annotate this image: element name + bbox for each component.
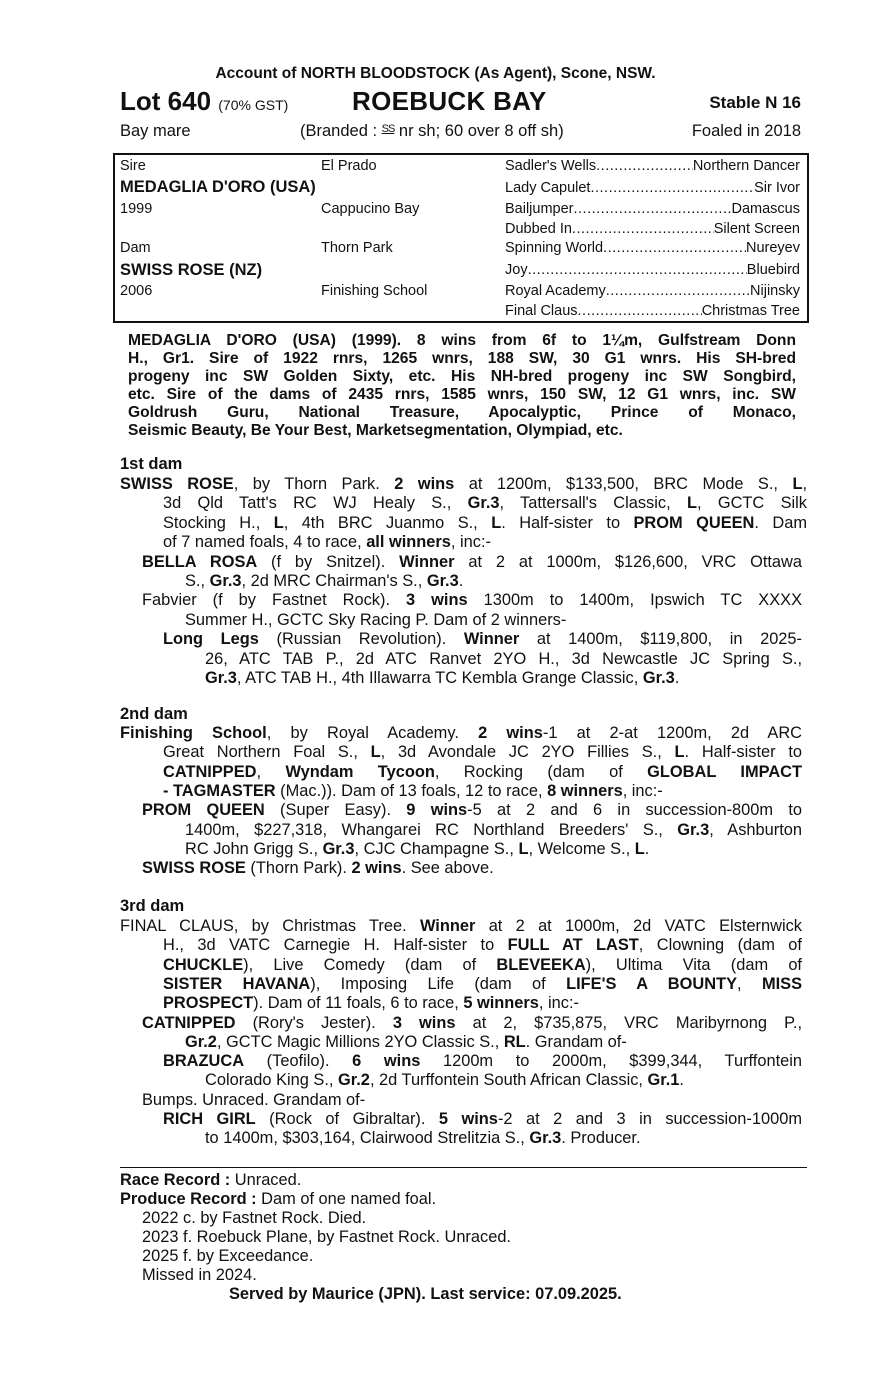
record-line: BELLA ROSA (f by Snitzel). Winner at 2 at 1000m, $126,600, VRC Ottawa bbox=[142, 552, 802, 571]
sire-label: Sire bbox=[120, 158, 146, 174]
dam-name: SWISS ROSE (NZ) bbox=[120, 261, 263, 279]
record-line: SWISS ROSE (Thorn Park). 2 wins. See above. bbox=[142, 859, 494, 878]
gg-sire: Spinning World bbox=[505, 240, 604, 256]
dam-label: Dam bbox=[120, 240, 151, 256]
gg-row bbox=[505, 180, 800, 196]
summary-line: H., Gr1. Sire of 1922 rnrs, 1265 wnrs, 188 SW, 30 G1 wnrs. His SH-bred bbox=[128, 350, 796, 367]
produce-item: 2022 c. by Fastnet Rock. Died. bbox=[142, 1209, 367, 1227]
summary-line: MEDAGLIA D'ORO (USA) (1999). 8 wins from 6f to 1¼m, Gulfstream Donn bbox=[128, 332, 796, 349]
gg-grandsire: Bluebird bbox=[746, 262, 800, 278]
summary-line: Goldrush Guru, National Treasure, Apocalyptic, Prince of Monaco, bbox=[128, 404, 796, 421]
produce-item: 2025 f. by Exceedance. bbox=[142, 1247, 314, 1265]
gg-row bbox=[505, 158, 800, 174]
horse-name: ROEBUCK BAY bbox=[352, 86, 547, 116]
third-dam-heading: 3rd dam bbox=[120, 897, 185, 915]
record-line: CATNIPPED (Rory's Jester). 3 wins at 2, $735,875, VRC Maribyrnong P., bbox=[142, 1013, 802, 1032]
divider bbox=[120, 1167, 807, 1168]
brand-mark-icon: SS bbox=[381, 123, 395, 135]
record-line: FINAL CLAUS, by Christmas Tree. Winner at 2 at 1000m, 2d VATC Elsternwick bbox=[120, 917, 802, 935]
first-dam-heading: 1st dam bbox=[120, 455, 183, 473]
record-line: S., Gr.3, 2d MRC Chairman's S., Gr.3. bbox=[185, 572, 464, 590]
lot-label: Lot 640 bbox=[120, 86, 212, 116]
gg-row bbox=[505, 303, 800, 319]
record-line: Bumps. Unraced. Grandam of- bbox=[142, 1090, 366, 1109]
sire-name: MEDAGLIA D'ORO (USA) bbox=[120, 178, 316, 196]
record-line: Fabvier (f by Fastnet Rock). 3 wins 1300m to 1400m, Ipswich TC XXXX bbox=[142, 591, 803, 610]
record-line: Gr.3, ATC TAB H., 4th Illawarra TC Kembla Grange Classic, Gr.3. bbox=[205, 669, 680, 687]
gg-row bbox=[505, 201, 800, 217]
gg-grandsire: Northern Dancer bbox=[692, 158, 800, 174]
gg-sire: Final Claus bbox=[505, 303, 578, 319]
sire-sire: El Prado bbox=[321, 158, 377, 174]
record-line: 26, ATC TAB P., 2d ATC Ranvet 2YO H., 3d Newcastle JC Spring S., bbox=[205, 649, 802, 668]
sire-dam: Cappucino Bay bbox=[321, 201, 420, 217]
gg-sire: Dubbed In bbox=[505, 221, 572, 237]
record-line: RICH GIRL (Rock of Gibraltar). 5 wins-2 at 2 and 3 in succession-1000m bbox=[163, 1110, 802, 1128]
race-record-value: Unraced. bbox=[234, 1171, 302, 1189]
gg-sire: Sadler's Wells bbox=[505, 158, 597, 174]
branded-label: (Branded : bbox=[300, 122, 382, 140]
served-note: Served by Maurice (JPN). Last service: 07.09.2025. bbox=[229, 1285, 622, 1303]
summary-line: etc. Sire of the dams of 2435 rnrs, 1585 wnrs, 150 SW, 12 G1 wnrs, inc. SW bbox=[128, 386, 796, 403]
gg-sire: Joy bbox=[505, 262, 528, 278]
gg-sire: Royal Academy bbox=[505, 283, 606, 299]
gg-row bbox=[505, 283, 800, 299]
record-line: CHUCKLE), Live Comedy (dam of BLEVEEKA), Ultima Vita (dam of bbox=[163, 955, 802, 974]
produce-record-label: Produce Record : bbox=[120, 1190, 262, 1208]
produce-item: Missed in 2024. bbox=[142, 1266, 257, 1284]
record-line: BRAZUCA (Teofilo). 6 wins 1200m to 2000m, $399,344, Turffontein bbox=[163, 1052, 802, 1071]
summary-line: progeny inc SW Golden Sixty, etc. His NH-bred progeny inc SW Songbird, bbox=[128, 368, 796, 385]
gg-grandsire: Nijinsky bbox=[750, 283, 800, 299]
record-line: PROSPECT). Dam of 11 foals, 6 to race, 5 winners, inc:- bbox=[163, 994, 579, 1013]
record-line: SWISS ROSE, by Thorn Park. 2 wins at 1200m, $133,500, BRC Mode S., L, bbox=[120, 475, 808, 493]
second-dam-heading: 2nd dam bbox=[120, 705, 188, 723]
record-line: SISTER HAVANA), Imposing Life (dam of LIFE'S A BOUNTY, MISS bbox=[163, 974, 803, 993]
record-line: Colorado King S., Gr.2, 2d Turffontein South African Classic, Gr.1. bbox=[205, 1071, 684, 1090]
record-line: Gr.2, GCTC Magic Millions 2YO Classic S., RL. Grandam of- bbox=[185, 1032, 627, 1051]
record-line: Great Northern Foal S., L, 3d Avondale JC 2YO Fillies S., L. Half-sister to bbox=[163, 743, 802, 762]
gg-grandsire: Silent Screen bbox=[713, 221, 800, 237]
record-line: Long Legs (Russian Revolution). Winner at 1400m, $119,800, in 2025- bbox=[163, 630, 802, 649]
gg-grandsire: Nureyev bbox=[746, 240, 800, 256]
brand-info bbox=[300, 122, 564, 141]
produce-record-value: Dam of one named foal. bbox=[261, 1190, 437, 1208]
record-line: - TAGMASTER (Mac.)). Dam of 13 foals, 12 to race, 8 winners, inc:- bbox=[163, 781, 663, 800]
vendor-account: Account of NORTH BLOODSTOCK (As Agent), Scone, NSW. bbox=[215, 65, 656, 82]
record-line: PROM QUEEN (Super Easy). 9 wins-5 at 2 and 6 in succession-800m to bbox=[142, 801, 802, 820]
record-line: Summer H., GCTC Sky Racing P. Dam of 2 winners- bbox=[185, 610, 567, 629]
race-record bbox=[120, 1171, 301, 1190]
gg-grandsire: Christmas Tree bbox=[701, 303, 800, 319]
summary-line: Seismic Beauty, Be Your Best, Marketsegmentation, Olympiad, etc. bbox=[128, 422, 623, 439]
record-line: CATNIPPED, Wyndam Tycoon, Rocking (dam of GLOBAL IMPACT bbox=[163, 762, 803, 781]
gg-sire: Lady Capulet bbox=[505, 180, 591, 196]
brand-detail: nr sh; 60 over 8 off sh) bbox=[394, 122, 564, 140]
gg-sire: Bailjumper bbox=[505, 201, 574, 217]
gg-row bbox=[505, 240, 800, 256]
dam-dam: Finishing School bbox=[321, 283, 428, 299]
record-line: Stocking H., L, 4th BRC Juanmo S., L. Half-sister to PROM QUEEN. Dam bbox=[163, 513, 808, 532]
record-line: to 1400m, $303,164, Clairwood Strelitzia S., Gr.3. Producer. bbox=[205, 1129, 641, 1148]
gg-row bbox=[505, 221, 800, 237]
record-line: RC John Grigg S., Gr.3, CJC Champagne S., L, Welcome S., L. bbox=[185, 839, 650, 858]
gst-note: (70% GST) bbox=[218, 97, 289, 113]
record-line: 1400m, $227,318, Whangarei RC Northland Breeders' S., Gr.3, Ashburton bbox=[185, 820, 803, 839]
horse-description: Bay mare bbox=[120, 122, 191, 140]
gg-row bbox=[505, 262, 800, 278]
produce-item: 2023 f. Roebuck Plane, by Fastnet Rock. Unraced. bbox=[142, 1228, 511, 1246]
lot-number bbox=[120, 86, 288, 117]
dam-year: 2006 bbox=[120, 283, 153, 299]
produce-record bbox=[120, 1190, 436, 1209]
race-record-label: Race Record : bbox=[120, 1171, 235, 1189]
sire-summary bbox=[128, 332, 796, 440]
record-line: Finishing School, by Royal Academy. 2 wins-1 at 2-at 1200m, 2d ARC bbox=[120, 724, 803, 742]
foaled-year: Foaled in 2018 bbox=[691, 122, 801, 140]
record-line: H., 3d VATC Carnegie H. Half-sister to FULL AT LAST, Clowning (dam of bbox=[163, 936, 802, 955]
record-line: 3d Qld Tatt's RC WJ Healy S., Gr.3, Tattersall's Classic, L, GCTC Silk bbox=[163, 494, 807, 513]
gg-grandsire: Damascus bbox=[731, 201, 800, 217]
record-line: of 7 named foals, 4 to race, all winners, inc:- bbox=[163, 533, 491, 552]
stable-number: Stable N 16 bbox=[709, 93, 801, 112]
dam-sire: Thorn Park bbox=[321, 240, 393, 256]
gg-grandsire: Sir Ivor bbox=[754, 180, 800, 196]
sire-year: 1999 bbox=[120, 201, 153, 217]
